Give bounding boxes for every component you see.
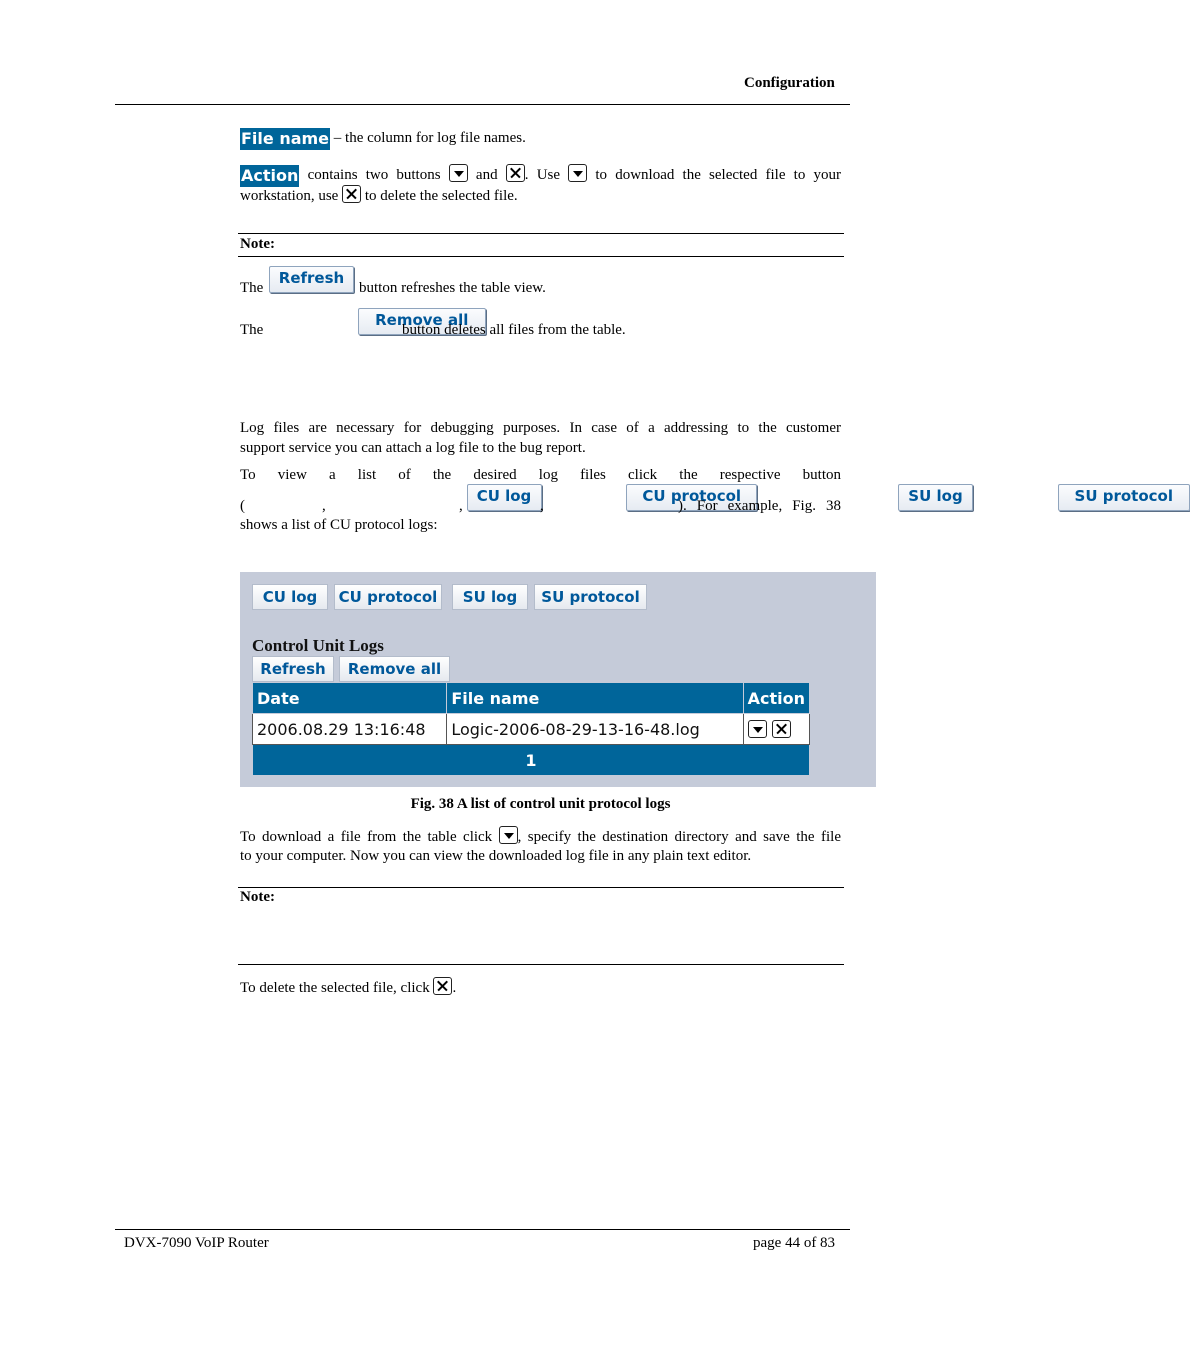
paragraph-download — [240, 826, 841, 866]
row-actions — [743, 714, 809, 745]
column-file-name: File name — [447, 683, 743, 714]
refresh-button[interactable]: Refresh — [252, 656, 334, 682]
refresh-post: button refreshes the table view. — [359, 280, 546, 296]
action-text: to download the selected file to your — [587, 167, 841, 183]
download-icon — [499, 826, 518, 844]
download-icon[interactable] — [748, 720, 767, 738]
table-row — [253, 714, 810, 745]
tab-cu-protocol[interactable]: CU protocol — [334, 584, 442, 610]
figure-title: Control Unit Logs — [252, 636, 384, 655]
row-file: Logic-2006-08-29-13-16-48.log — [447, 714, 743, 745]
cu-protocol-button-sample: CU protocol — [626, 484, 757, 511]
su-log-button-sample: SU log — [898, 484, 973, 511]
para3-line2: to your computer. Now you can view the downloaded log file in any plain text editor. — [240, 848, 752, 864]
header-rule — [115, 104, 850, 105]
column-date: Date — [253, 683, 447, 714]
action-text: workstation, use — [240, 188, 343, 204]
note-label: Note: — [240, 889, 275, 905]
footer-product: DVX-7090 VoIP Router — [124, 1235, 269, 1251]
para2-sep: , — [540, 498, 544, 514]
note-label: Note: — [240, 236, 275, 252]
row-date: 2006.08.29 13:16:48 — [253, 714, 447, 745]
logs-table — [252, 682, 810, 776]
pager-row — [253, 745, 810, 776]
remove-all-button-sample: Remove all — [358, 308, 486, 335]
column-action: Action — [743, 683, 809, 714]
running-header: Configuration — [744, 75, 835, 91]
para2-line1: To view a list of the desired log files click the respective button — [240, 467, 841, 483]
action-text: to delete the selected file. — [361, 188, 518, 204]
removeall-post: button deletes all files from the table. — [402, 322, 626, 338]
para4-pre: To delete the selected file, click — [240, 980, 434, 996]
para2-close: ). For example, Fig. 38 — [678, 498, 841, 514]
note-rule-bottom — [238, 256, 844, 257]
removeall-pre: The — [240, 322, 264, 338]
tab-su-protocol[interactable]: SU protocol — [534, 584, 647, 610]
note-rule-top — [238, 887, 844, 888]
download-icon — [449, 164, 468, 182]
refresh-pre: The — [240, 280, 264, 296]
page-number[interactable]: 1 — [253, 745, 810, 776]
para2-open: ( — [240, 498, 245, 514]
paragraph-delete — [240, 977, 841, 998]
table-header — [253, 683, 810, 714]
note-rule-top — [238, 233, 844, 234]
paragraph-debugging — [240, 418, 841, 458]
refresh-button-sample: Refresh — [269, 266, 354, 293]
cu-log-button-sample: CU log — [467, 484, 542, 511]
note-rule-bottom — [238, 964, 844, 965]
para3-pre: To download a file from the table click — [240, 829, 499, 845]
refresh-description — [240, 280, 263, 297]
remove-all-button[interactable]: Remove all — [339, 656, 450, 682]
footer-rule — [115, 1229, 850, 1230]
para4-post: . — [452, 980, 457, 996]
para2-sep: , — [459, 498, 463, 514]
para1-line2: support service you can attach a log file to the bug report. — [240, 440, 586, 456]
file-name-definition — [240, 128, 841, 150]
action-text: contains two buttons — [299, 167, 449, 183]
action-definition — [240, 164, 841, 206]
delete-icon — [506, 164, 525, 182]
tab-su-log[interactable]: SU log — [452, 584, 528, 610]
delete-icon[interactable] — [772, 720, 791, 738]
file-name-text: – the column for log file names. — [330, 130, 526, 146]
action-tag: Action — [241, 166, 299, 185]
para2-sep: , — [322, 498, 326, 514]
footer-page: page 44 of 83 — [753, 1235, 836, 1251]
su-protocol-button-sample: SU protocol — [1058, 484, 1190, 511]
delete-icon — [342, 185, 361, 203]
para1-line1: Log files are necessary for debugging purposes. In case of a addressing to the customer — [240, 420, 841, 436]
para2-line3: shows a list of CU protocol logs: — [240, 517, 438, 533]
download-icon — [568, 164, 587, 182]
tab-cu-log[interactable]: CU log — [252, 584, 328, 610]
figure-caption: Fig. 38 A list of control unit protocol logs — [410, 796, 671, 812]
action-text: and — [467, 167, 506, 183]
delete-icon — [433, 977, 452, 995]
figure-screenshot — [240, 572, 876, 787]
file-name-tag: File name — [241, 129, 330, 148]
action-text: . Use — [524, 167, 569, 183]
para3-post: , specify the destination directory and save the file — [517, 829, 841, 845]
paragraph-view-list — [240, 465, 841, 485]
